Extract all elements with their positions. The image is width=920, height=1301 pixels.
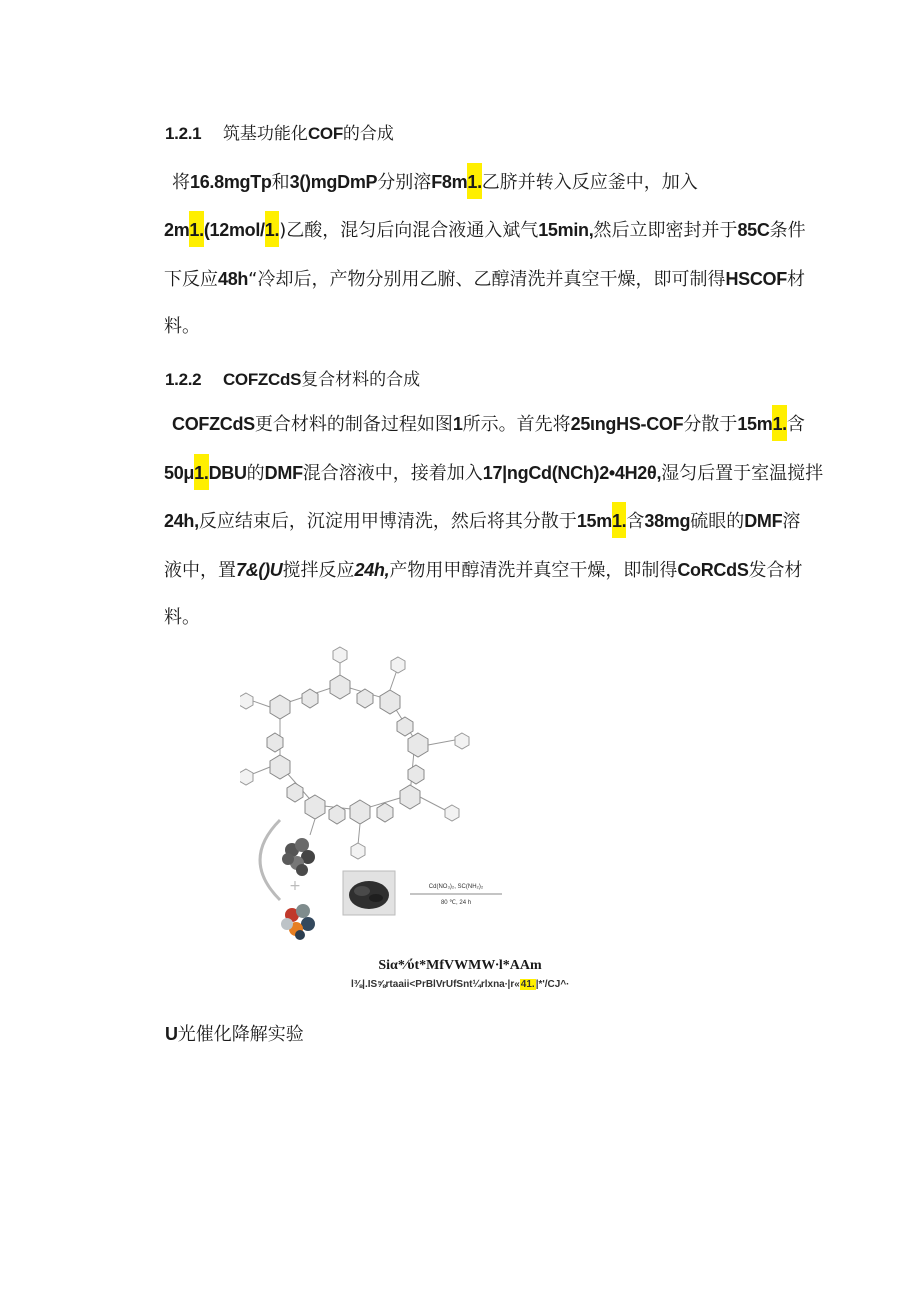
- section-number: 1.2.1: [165, 124, 202, 143]
- highlight-mark: 1.: [612, 502, 626, 538]
- text-run: 乙脐并转入反应釜中，加入: [481, 172, 698, 193]
- colored-sphere-icon: [281, 904, 315, 940]
- caption-text: |*'/CJ^∙: [535, 979, 569, 990]
- text-run: 液中，置: [164, 560, 236, 581]
- text-run: 材: [786, 269, 805, 290]
- figure-caption-cn: Siα*∕ύt*MfVWMW∙l*AAm: [378, 958, 542, 973]
- text-run: 和: [271, 172, 290, 193]
- text-run: 将: [172, 172, 190, 193]
- text-run: 溶: [782, 511, 801, 532]
- text-run: 50μ: [164, 463, 195, 483]
- text-run: 17|ngCd(NCh)2•4H2θ,: [482, 463, 662, 483]
- text-run: 下反应: [164, 269, 218, 290]
- text-run: 24h,: [164, 511, 199, 531]
- heading-text: 的合成: [342, 124, 394, 144]
- heading-text: COFZCdS: [222, 370, 302, 389]
- text-run: 反应结束后，沉淀用甲博清洗，然后将其分散于: [198, 511, 577, 532]
- sem-image-panel: [343, 871, 395, 915]
- text-run: 搅拌反应: [282, 560, 355, 581]
- text-run: 15min,: [538, 220, 594, 240]
- section-heading-1-3: [165, 1023, 304, 1046]
- text-run: 分散于: [683, 414, 738, 435]
- text-run: 含: [626, 511, 645, 532]
- curved-arrow-icon: [260, 820, 280, 900]
- text-run: 更合材料的制备过程如图: [254, 414, 453, 435]
- paragraph-line: [164, 219, 806, 242]
- paragraph-line: [172, 171, 698, 194]
- text-run: (12mol/: [203, 220, 265, 240]
- text-run: 混合溶液中，接着加入: [302, 463, 483, 484]
- text-run: 分别溶: [377, 172, 432, 193]
- paragraph-line: [172, 413, 805, 436]
- text-run: 1: [452, 414, 463, 434]
- heading-text: 筑基功能化: [222, 124, 308, 144]
- text-run: 48h: [218, 269, 249, 289]
- paragraph-line: [164, 559, 803, 582]
- paragraph-line: [164, 268, 805, 291]
- text-run: 16.8mgTp: [190, 172, 272, 192]
- highlight-mark: 1.: [772, 405, 786, 441]
- text-run: 所示。首先将: [462, 414, 571, 435]
- text-run: DMF: [744, 511, 783, 531]
- text-run: 38mg: [644, 511, 691, 531]
- text-run: COFZCdS: [172, 414, 255, 434]
- text-run: 产物用甲醇清洗并真空干燥，即制得: [389, 560, 678, 581]
- text-run: 硫眼的: [690, 511, 745, 532]
- figure-caption-en: [0, 979, 920, 990]
- text-run: 3()mgDmP: [289, 172, 378, 192]
- highlight-mark: 1.: [265, 211, 279, 247]
- reaction-conditions-reagents: Cd(NO₃)₂, SC(NH₂)₂: [428, 884, 484, 890]
- text-run: 15m: [576, 511, 612, 531]
- section-heading-1-2-2: [165, 369, 420, 391]
- paragraph-line: 料。: [164, 607, 200, 628]
- text-run: 2m: [164, 220, 190, 240]
- text-run: 7&()U: [236, 560, 283, 580]
- cluster-sphere-icon: [282, 838, 315, 876]
- text-run: 24h,: [354, 560, 390, 580]
- text-run: 的: [246, 463, 265, 484]
- text-run: CoRCdS: [677, 560, 749, 580]
- text-run: 15m: [737, 414, 773, 434]
- highlight-mark: 1.: [194, 454, 208, 490]
- text-run: )乙酸，混匀后向混合液通入斌气: [279, 220, 539, 241]
- reaction-conditions-temp: 80 ℃, 24 h: [440, 900, 472, 906]
- text-run: 含: [786, 414, 805, 435]
- synthesis-scheme-figure: [240, 645, 510, 960]
- text-run: 然后立即密封并于: [593, 220, 738, 241]
- text-run: 条件: [769, 220, 806, 241]
- caption-text: l⅜|.IS⅝rtaaii<PrBlVrUfSnt¼rlxna∙|r«: [351, 979, 520, 990]
- plus-icon: +: [289, 878, 301, 894]
- text-run: 25ιngHS-COF: [570, 414, 684, 434]
- text-run: 发合材: [748, 560, 803, 581]
- paragraph-line: 料。: [164, 316, 200, 337]
- paragraph-line: [164, 510, 800, 533]
- heading-text: U: [165, 1024, 178, 1044]
- text-run: DMF: [264, 463, 303, 483]
- heading-text: COF: [307, 124, 343, 143]
- text-run: 85C: [737, 220, 770, 240]
- heading-text: 复合材料的合成: [301, 370, 421, 390]
- text-run: F8m: [431, 172, 468, 192]
- text-run: “冷却后，产物分别用乙腑、乙醇清洗并真空干燥，即可制得: [248, 269, 726, 290]
- highlight-mark: 41.: [520, 979, 535, 990]
- section-number: 1.2.2: [165, 370, 202, 389]
- heading-text: 光催化降解实验: [177, 1024, 304, 1045]
- section-heading-1-2-1: [165, 123, 394, 145]
- paragraph-line: [164, 462, 823, 485]
- text-run: 湿匀后置于室温搅拌: [661, 463, 824, 484]
- highlight-mark: 1.: [467, 163, 481, 199]
- text-run: HSCOF: [725, 269, 787, 289]
- text-run: DBU: [208, 463, 247, 483]
- highlight-mark: 1.: [189, 211, 203, 247]
